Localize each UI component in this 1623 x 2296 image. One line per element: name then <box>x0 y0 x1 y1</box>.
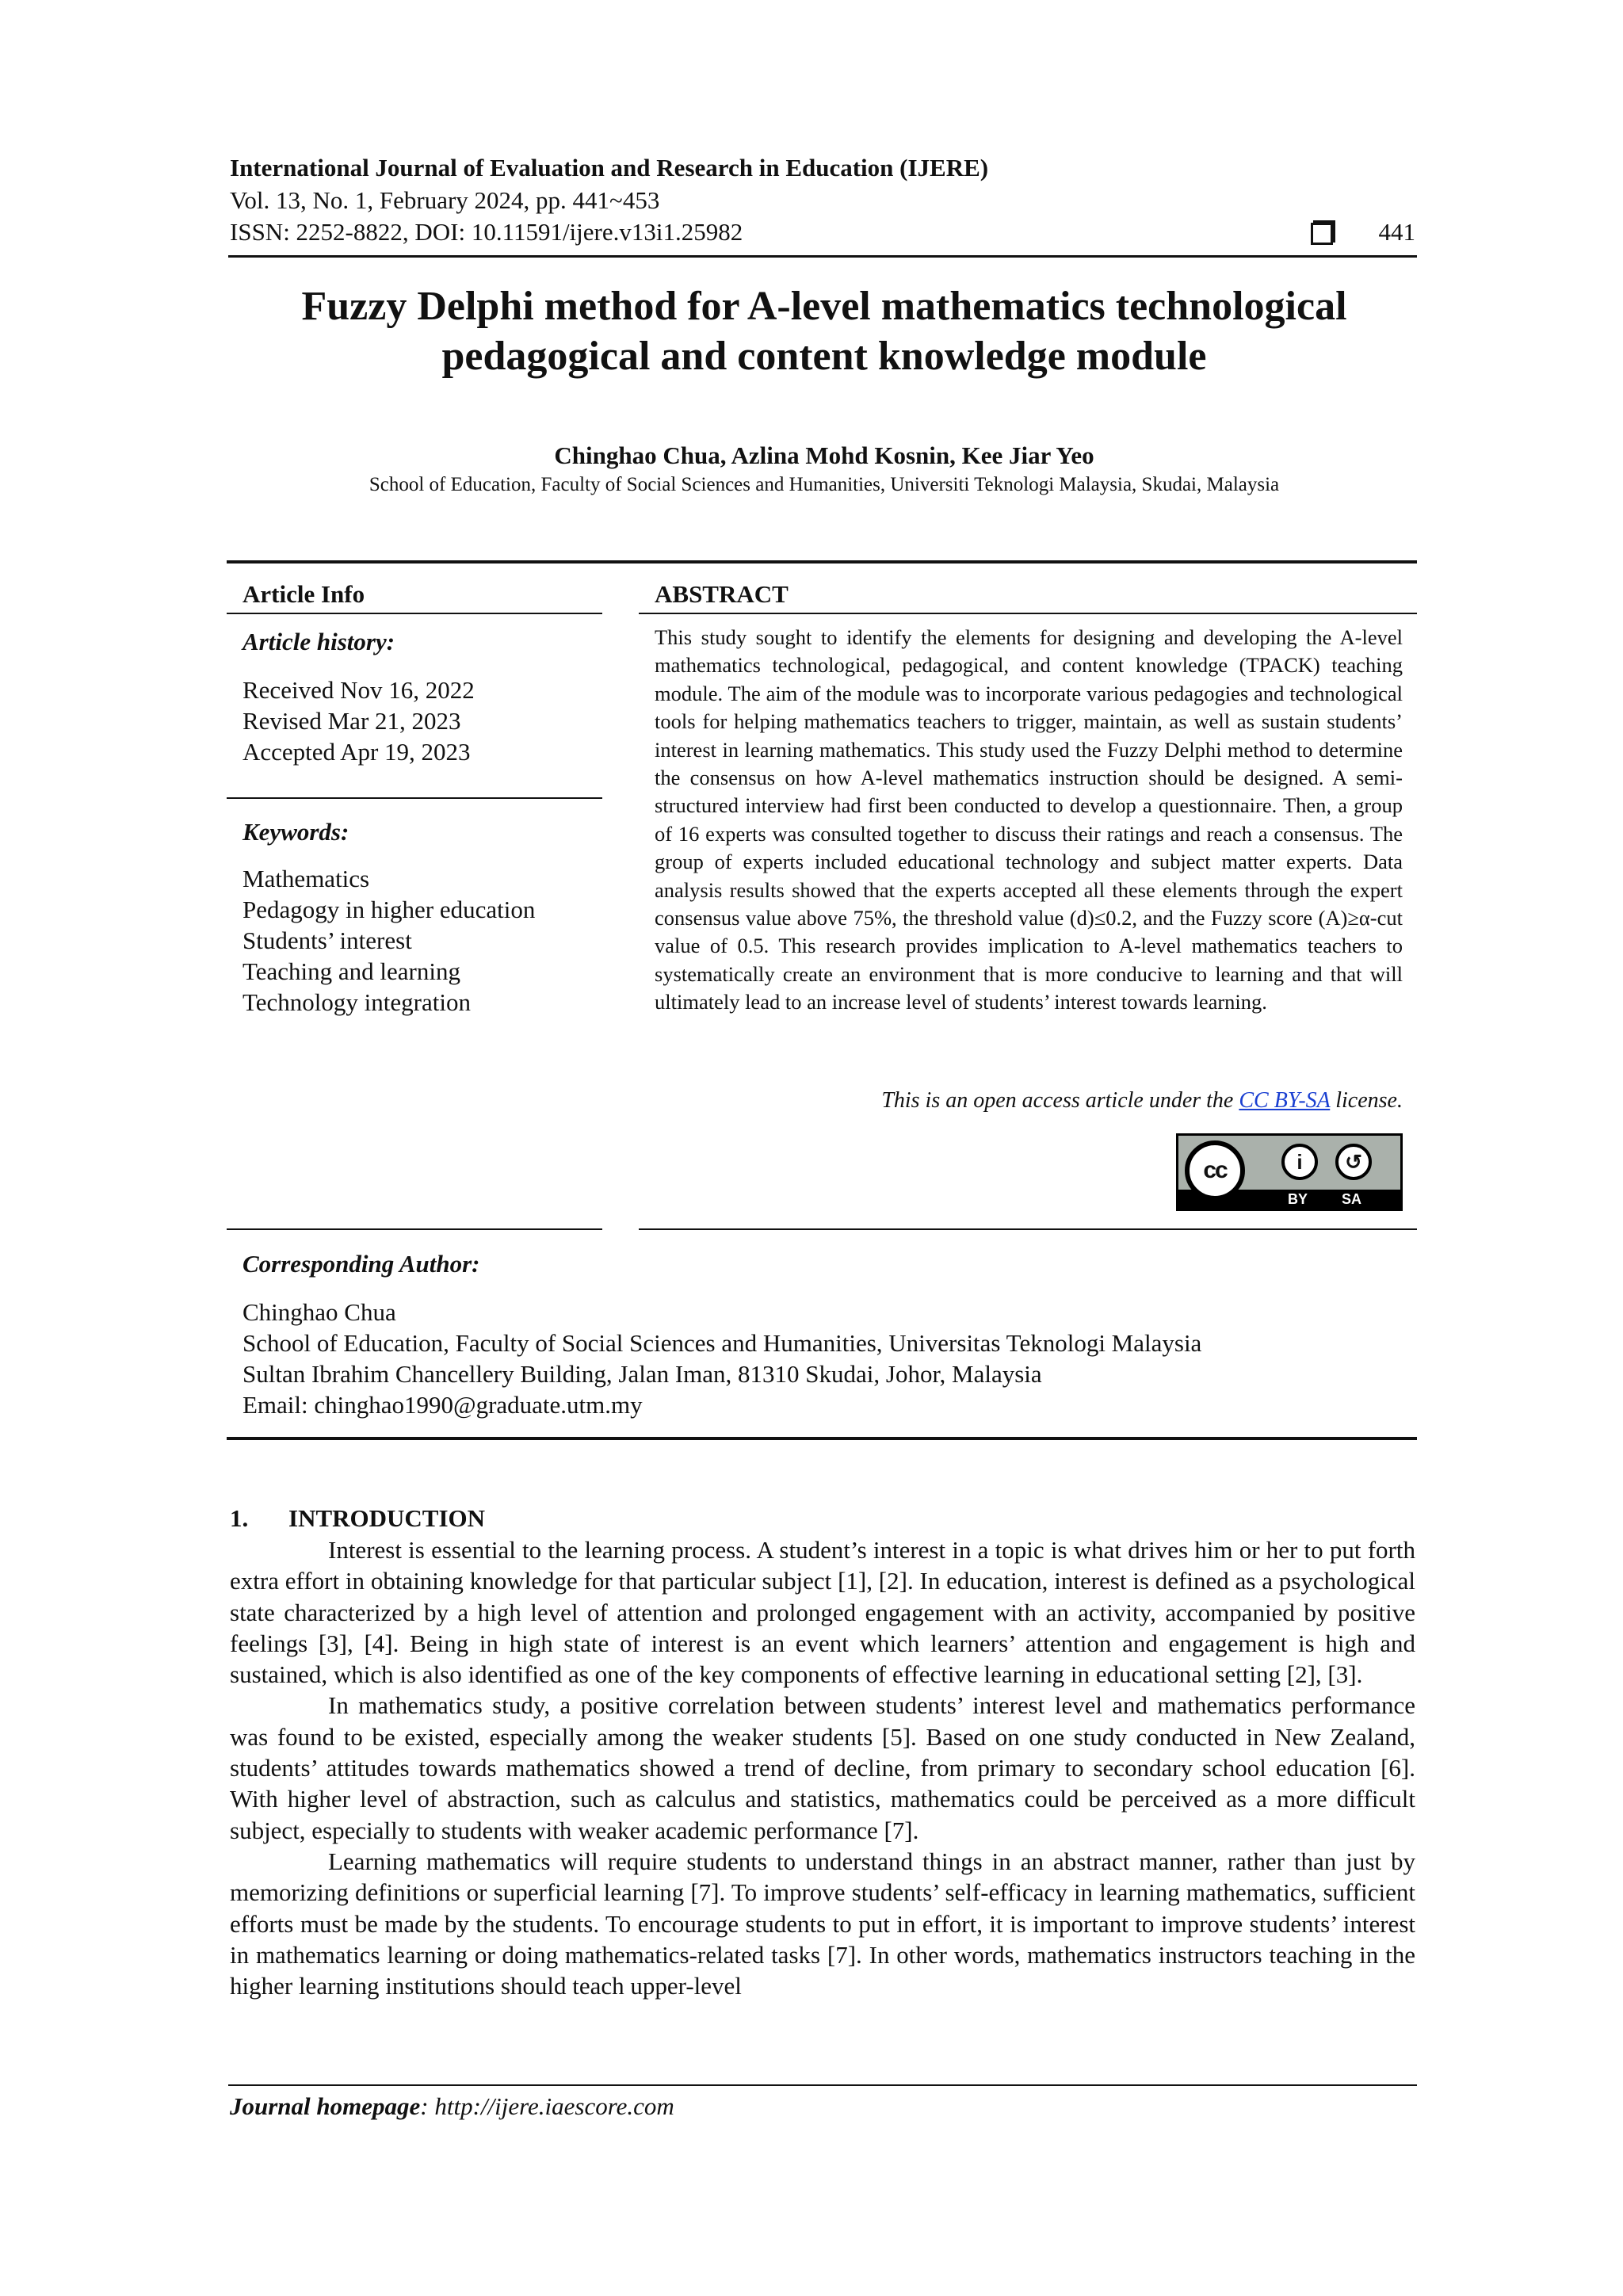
homepage-url[interactable]: http://ijere.iaescore.com <box>434 2092 674 2120</box>
license-prefix: This is an open access article under the <box>881 1088 1239 1113</box>
badge-sa-label: SA <box>1342 1191 1362 1207</box>
keyword: Mathematics <box>242 865 370 892</box>
license-suffix: license. <box>1330 1088 1403 1113</box>
paper-title <box>158 281 1490 381</box>
info-top-rule <box>227 560 1417 563</box>
paragraph: Interest is essential to the learning process. A student’s interest in a topic is what drives him or her to put forth extra effort in obtaining knowledge for that particular subject [1], [2]. In education, interest is defined as a psychological state characterized by a high level of attention and prolonged engagement with an activity, accompanied by positive feelings [3], [4]. Being in high state of interest is an event which learners’ attention and engagement is high and sustained, which is also identified as one of the key components of effective learning in educational setting [2], [3]. <box>230 1536 1415 1689</box>
journal-issn-doi: ISSN: 2252-8822, DOI: 10.11591/ijere.v13i1.25982 <box>230 218 743 246</box>
square-shadow-icon <box>1311 223 1333 245</box>
corresponding-name: Chinghao Chua <box>242 1298 396 1326</box>
info-end-rule <box>227 1437 1417 1440</box>
page-number: 441 <box>1378 218 1415 246</box>
abstract-bottom-rule <box>639 1228 1417 1230</box>
person-icon: i <box>1281 1144 1318 1180</box>
keyword: Pedagogy in higher education <box>242 896 536 923</box>
paragraph: In mathematics study, a positive correlation between students’ interest level and mathematics performance was found to be existed, especially among the weaker students [5]. Based on one study conducted in New Zealand, students’ attitudes towards mathematics showed a trend of decline, from primary to secondary school education [6]. With higher level of abstraction, such as calculus and statistics, mathematics could be perceived as a more difficult subject, especially to students with weaker academic performance [7]. <box>230 1691 1415 1844</box>
section-title: INTRODUCTION <box>288 1504 486 1532</box>
homepage-label: Journal homepage <box>230 2092 421 2120</box>
author-affiliation: School of Education, Faculty of Social Sciences and Humanities, Universiti Teknologi Malaysia, Skudai, Malaysia <box>369 474 1280 495</box>
keyword: Technology integration <box>242 988 471 1016</box>
article-history-label: Article history: <box>242 628 395 655</box>
history-accepted: Accepted Apr 19, 2023 <box>242 738 471 766</box>
header-rule <box>228 255 1417 258</box>
footer-rule <box>228 2084 1417 2086</box>
keyword: Students’ interest <box>242 926 412 954</box>
title-line: pedagogical and content knowledge module <box>441 334 1207 379</box>
corresponding-address: Sultan Ibrahim Chancellery Building, Jalan Iman, 81310 Skudai, Johor, Malaysia <box>242 1360 1042 1388</box>
history-received: Received Nov 16, 2022 <box>242 676 475 704</box>
license-link[interactable]: CC BY-SA <box>1239 1088 1331 1113</box>
section-heading <box>230 1504 485 1533</box>
article-info-rule <box>227 613 602 614</box>
corresponding-label: Corresponding Author: <box>242 1250 480 1278</box>
title-line: Fuzzy Delphi method for A-level mathematics technological <box>301 284 1347 329</box>
cc-icon: cc <box>1185 1140 1245 1201</box>
journal-homepage <box>230 2092 674 2121</box>
corresponding-email: Email: chinghao1990@graduate.utm.my <box>242 1391 643 1419</box>
corresponding-dept: School of Education, Faculty of Social Sciences and Humanities, Universitas Teknologi Malaysia <box>242 1329 1202 1357</box>
introduction-body <box>230 1534 1415 2001</box>
journal-volume: Vol. 13, No. 1, February 2024, pp. 441~453 <box>230 186 660 214</box>
info-bottom-rule <box>227 1228 602 1230</box>
share-alike-icon: ↺ <box>1335 1144 1372 1180</box>
abstract-rule <box>639 613 1417 614</box>
abstract-heading: ABSTRACT <box>655 580 789 608</box>
keywords-list <box>242 863 535 1018</box>
article-info-heading: Article Info <box>242 580 365 608</box>
section-number: 1. <box>230 1504 249 1532</box>
page-number-block <box>1311 218 1416 246</box>
author-list: Chinghao Chua, Azlina Mohd Kosnin, Kee Jiar Yeo <box>554 441 1094 469</box>
license-statement <box>881 1088 1403 1114</box>
badge-by-label: BY <box>1288 1191 1308 1207</box>
cc-by-sa-badge[interactable] <box>1176 1133 1403 1211</box>
corresponding-details <box>242 1297 1201 1420</box>
keyword: Teaching and learning <box>242 957 460 985</box>
homepage-sep: : <box>420 2092 435 2120</box>
article-history <box>242 674 475 767</box>
paragraph: Learning mathematics will require students to understand things in an abstract manner, rather than just by memorizing definitions or superficial learning [7]. To improve students’ self-efficacy in learning mathematics, sufficient efforts must be made by the students. To encourage students to put in effort, it is important to improve students’ interest in mathematics learning or doing mathematics-related tasks [7]. In other words, mathematics instructors teaching in the higher learning institutions should teach upper-level <box>230 1847 1415 2000</box>
history-revised: Revised Mar 21, 2023 <box>242 707 461 735</box>
keywords-label: Keywords: <box>242 818 349 846</box>
journal-name: International Journal of Evaluation and Research in Education (IJERE) <box>230 154 989 181</box>
abstract-text: This study sought to identify the elements for designing and developing the A-level mathematics technological, pedagogical, and content knowledge (TPACK) teaching module. The aim of the module was to incorporate various pedagogies and technological tools for helping mathematics teachers to trigger, maintain, as well as sustain students’ interest in learning mathematics. This study used the Fuzzy Delphi method to determine the consensus on how A-level mathematics instruction should be designed. A semi-structured interview had first been conducted to develop a questionnaire. Then, a group of 16 experts was consulted together to discuss their ratings and reach a consensus. The group of experts included educational technology and subject matter experts. Data analysis results showed that the experts accepted all these elements through the expert consensus value above 75%, the threshold value (d)≤0.2, and the Fuzzy score (A)≥α-cut value of 0.5. This research provides implication to A-level mathematics teachers to systematically create an environment that is more conducive to learning and that will ultimately lead to an increase level of students’ interest towards learning. <box>655 625 1403 1014</box>
history-rule <box>227 797 602 799</box>
